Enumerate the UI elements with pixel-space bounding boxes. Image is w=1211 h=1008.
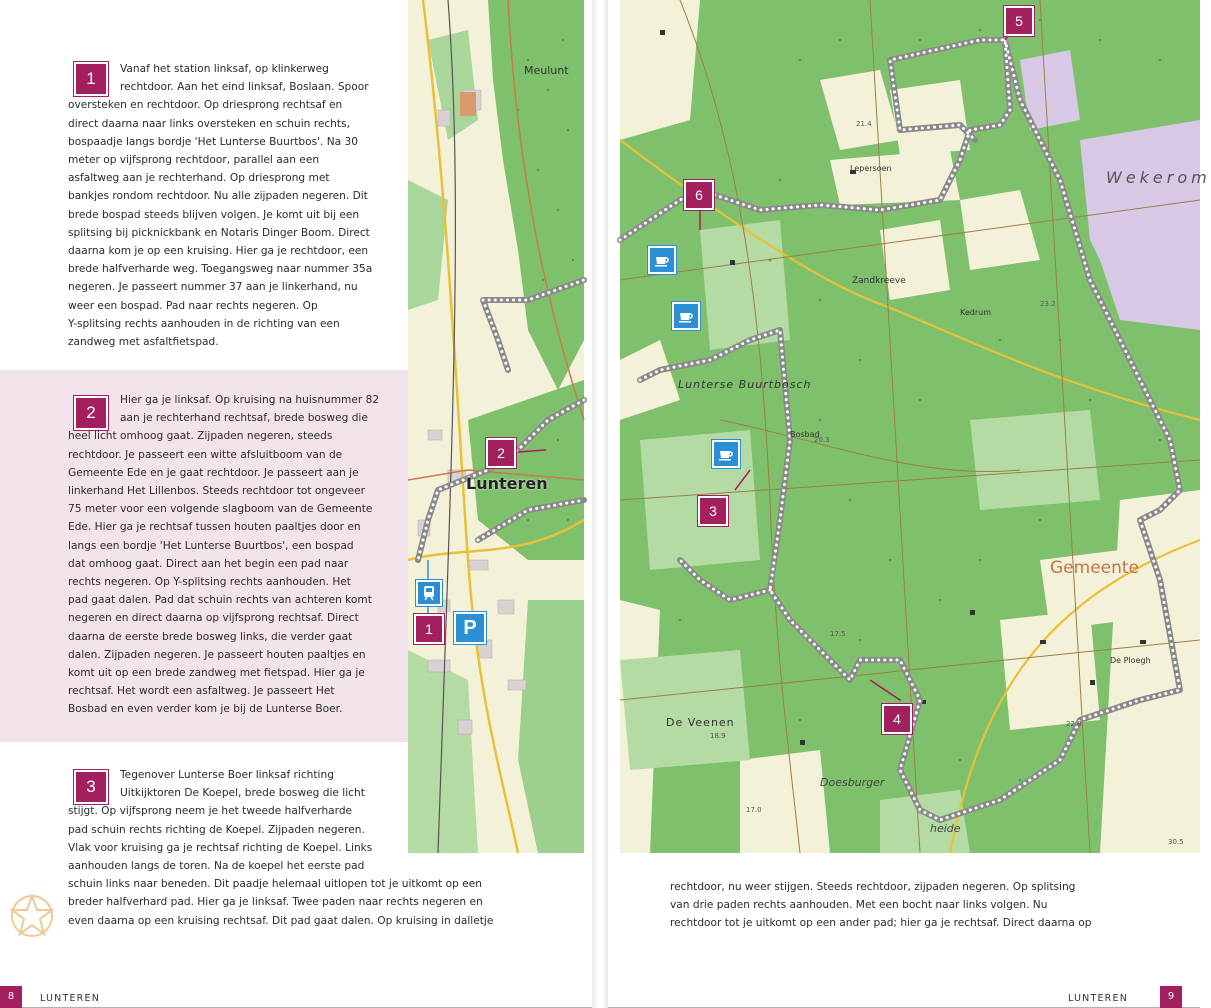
map-route-point-number: 5 <box>1015 13 1023 29</box>
map-route-point-number: 4 <box>893 711 901 727</box>
text-line: negeren en direct daarna op vijfsprong rechtsaf. Direct <box>68 612 359 625</box>
text-line: dalen. Zijpaden negeren. Je passeert houten paaltjes en <box>68 648 366 661</box>
right-page <box>608 0 1211 1008</box>
parking-icon <box>454 612 486 644</box>
cafe-icon <box>712 440 740 468</box>
place-label-de-ploegh: De Ploegh <box>1110 656 1151 665</box>
text-line: even daarna op een kruising rechtsaf. Dit pad gaat dalen. Op kruising in dalletje <box>68 914 494 927</box>
text-line: daarna kom je op een kruising. Hier ga je rechtdoor, een <box>68 245 369 258</box>
text-line: aanhouden langs de toren. Na de koepel het eerste pad <box>68 860 365 873</box>
text-line: rechtsaf. Het wordt een asfaltweg. Je passeert Het <box>68 685 335 698</box>
place-label-doesburger: Doesburger <box>820 776 885 789</box>
height-label: 17.0 <box>746 806 762 814</box>
height-label: 20.3 <box>814 436 830 444</box>
badge-number: 3 <box>86 777 96 796</box>
text-line: Vlak voor kruising ga je rechtsaf richting de Koepel. Links <box>68 841 373 854</box>
place-label-lepersoen: Lepersoen <box>850 164 892 173</box>
place-label-kedrum: Kedrum <box>960 308 991 317</box>
height-label: 23.2 <box>1040 300 1056 308</box>
place-label-bosbad: Bosbad <box>790 430 820 439</box>
map-route-point-4 <box>882 704 912 734</box>
place-label-meulunt: Meulunt <box>524 64 569 77</box>
text-line: rechts negeren. Op Y-splitsing rechts aanhouden. Het <box>68 576 351 589</box>
text-line: oversteken en rechtdoor. Op driesprong rechtsaf en <box>68 99 343 112</box>
text-line: Y-splitsing rechts aanhouden in de richting van een <box>68 317 340 330</box>
place-label-zandkreeve: Zandkreeve <box>852 276 906 286</box>
cafe-icon <box>648 246 676 274</box>
text-line: bospaadje langs bordje 'Het Lunterse Buurtbos'. Na 30 <box>68 135 359 148</box>
badge-number: 1 <box>86 69 96 88</box>
text-line: meter op vijfsprong rechtdoor, parallel aan een <box>68 154 320 167</box>
text-line: pad schuin rechts richting de Koepel. Zijpaden negeren. <box>68 823 365 836</box>
section-3-continuation-text <box>670 878 1190 933</box>
text-line: rechtdoor, nu weer stijgen. Steeds rechtdoor, zijpaden negeren. Op splitsing <box>670 881 1076 893</box>
map-route-point-5 <box>1004 6 1034 36</box>
book-gutter <box>592 0 608 1008</box>
map-route-point-number: 6 <box>695 187 703 203</box>
text-line: dat omhoog gaat. Direct aan het begin een pad naar <box>68 557 349 570</box>
left-map <box>408 0 584 853</box>
height-label: 30.5 <box>1168 838 1184 846</box>
folio-number: 8 <box>7 991 15 1002</box>
place-label-gemeente: Gemeente <box>1050 558 1140 578</box>
text-line: Bosbad en even verder kom je bij de Lunterse Boer. <box>68 703 343 716</box>
text-line: stijgt. Op vijfsprong neem je het tweede halfverharde <box>68 805 353 818</box>
text-line: brede halfverharde weg. Toegangsweg naar nummer 35a <box>68 263 373 276</box>
text-line: van drie paden rechts aanhouden. Met een bocht naar links volgen. Nu <box>670 899 1048 912</box>
text-line: 75 meter voor een volgende slagboom van de Gemeente <box>68 503 373 516</box>
text-line: komt uit op een brede zandweg met fietspad. Hier ga je <box>68 667 365 680</box>
text-line: brede bospad steeds blijven volgen. Je komt uit bij een <box>68 208 360 221</box>
section-2-text <box>68 391 398 719</box>
height-label: 22.8 <box>1066 720 1082 728</box>
place-label-de-veenen: De Veenen <box>666 716 735 729</box>
height-label: 18.9 <box>710 732 726 740</box>
text-line: Uitkijktoren De Koepel, brede bosweg die licht <box>120 787 365 800</box>
text-line: Vanaf het station linksaf, op klinkerweg <box>120 63 329 75</box>
text-line: langs een bordje 'Het Lunterse Buurtbos', een bospad <box>68 539 354 552</box>
text-line: weer een bospad. Pad naar rechts negeren. Op <box>68 299 318 312</box>
text-line: zandweg met asfaltfietspad. <box>68 336 219 349</box>
place-label-heide: heide <box>930 822 961 835</box>
running-head-right: LUNTEREN <box>1068 993 1128 1004</box>
text-line: linkerhand Het Lillenbos. Steeds rechtdoor tot ongeveer <box>68 485 366 498</box>
cafe-icon <box>672 302 700 330</box>
parking-letter: P <box>463 617 477 639</box>
map-route-point-number: 3 <box>709 503 717 519</box>
text-line: Ede. Hier ga je rechtsaf tussen houten paaltjes door en <box>68 521 361 534</box>
text-line: schuin links naar beneden. Dit paadje helemaal uitlopen tot je uitkomt op een <box>68 878 482 891</box>
height-label: 21.4 <box>856 120 872 128</box>
section-1-text <box>68 60 398 351</box>
folio-left <box>0 986 22 1008</box>
place-label-wekerom: Wekerom <box>1106 168 1211 187</box>
text-line: rechtdoor. Je passeert een witte afsluitboom van de <box>68 448 343 461</box>
place-label-lunteren: Lunteren <box>466 474 548 493</box>
text-line: bankjes rondom rechtdoor. Nu alle zijpaden negeren. Dit <box>68 190 368 203</box>
text-line: aan je rechterhand rechtsaf, brede bosweg die <box>120 412 368 425</box>
text-line: direct daarna naar links oversteken en schuin rechts, <box>68 117 350 130</box>
text-line: splitsing bij picknickbank en Notaris Dinger Boom. Direct <box>68 226 370 239</box>
text-line: negeren. Je passeert nummer 37 aan je linkerhand, nu <box>68 281 358 294</box>
height-label: 17.5 <box>830 630 846 638</box>
map-route-point-number: 1 <box>425 621 433 637</box>
map-route-point-1 <box>414 614 444 644</box>
text-line: Hier ga je linksaf. Op kruising na huisnummer 82 <box>120 394 380 406</box>
folio-right <box>1160 986 1182 1008</box>
text-line: rechtdoor tot je uitkomt op een ander pad; hier ga je rechtsaf. Direct daarna op <box>670 917 1092 930</box>
map-route-point-2 <box>486 438 516 468</box>
badge-number: 2 <box>86 403 96 422</box>
map-route-point-3 <box>698 496 728 526</box>
text-line: daarna de eerste brede bosweg links, die verder gaat <box>68 630 353 643</box>
left-page <box>0 0 592 1008</box>
station-icon <box>416 580 442 606</box>
running-head-left: LUNTEREN <box>40 993 100 1004</box>
right-map <box>620 0 1211 853</box>
text-line: breder halfverhard pad. Hier ga je linksaf. Twee paden naar rechts negeren en <box>68 896 483 909</box>
map-route-point-6 <box>684 180 714 210</box>
text-line: Gemeente Ede en je gaat rechtdoor. Je passeert aan je <box>68 466 359 479</box>
text-line: pad gaat dalen. Pad dat schuin rechts van achteren komt <box>68 594 372 607</box>
watermark-star-icon <box>6 888 58 944</box>
text-line: asfaltweg aan je rechterhand. Op driesprong met <box>68 172 330 185</box>
text-line: heel licht omhoog gaat. Zijpaden negeren, steeds <box>68 430 333 443</box>
text-line: rechtdoor. Aan het eind linksaf, Boslaan. Spoor <box>120 81 369 94</box>
folio-number: 9 <box>1167 991 1175 1002</box>
text-line: Tegenover Lunterse Boer linksaf richting <box>120 769 334 781</box>
place-label-lunterse-buurtbosch: Lunterse Buurtbosch <box>678 378 812 391</box>
map-route-point-number: 2 <box>497 445 505 461</box>
